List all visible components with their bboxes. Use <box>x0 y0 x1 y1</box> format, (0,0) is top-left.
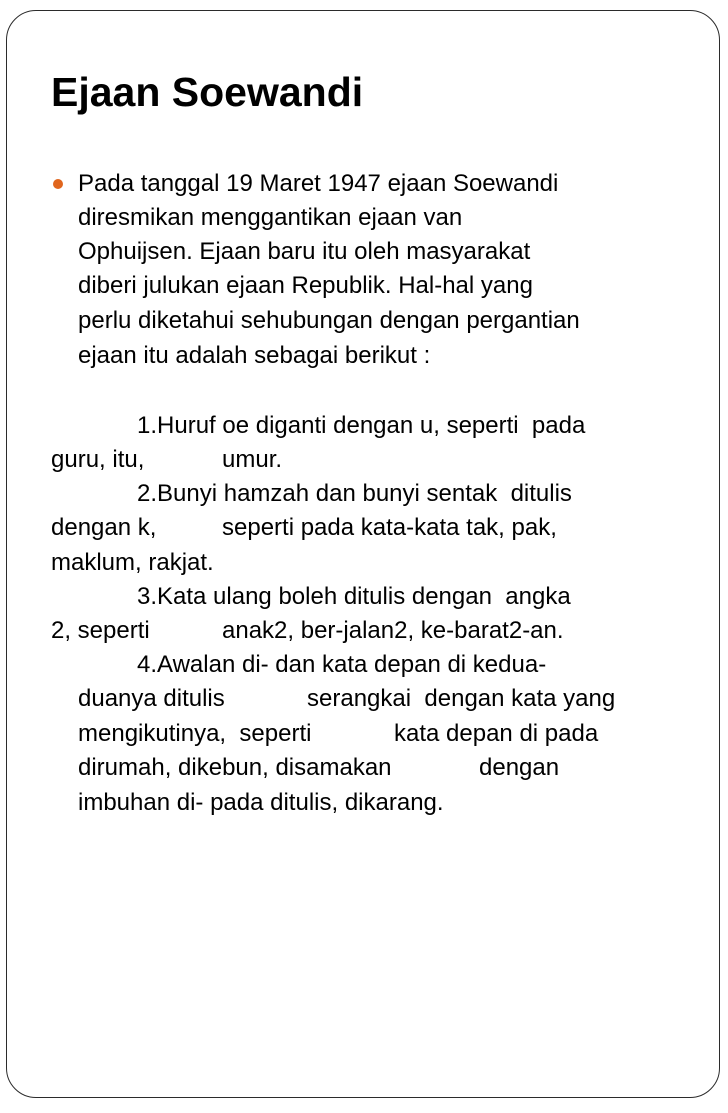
list-item-4-line: imbuhan di- pada ditulis, dikarang. <box>78 789 444 816</box>
list-item-4-line: dirumah, dikebun, disamakan <box>78 754 392 781</box>
paragraph-line: ejaan itu adalah sebagai berikut : <box>78 342 431 369</box>
list-item-1-line: umur. <box>222 446 283 473</box>
slide-title: Ejaan Soewandi <box>51 69 364 115</box>
list-item-1-line: 1.Huruf oe diganti dengan u, seperti pada <box>137 412 586 439</box>
list-item-4-line: kata depan di pada <box>394 720 599 747</box>
bullet-icon <box>53 179 63 189</box>
list-item-4-line: 4.Awalan di- dan kata depan di kedua- <box>137 651 547 678</box>
list-item-2-line: 2.Bunyi hamzah dan bunyi sentak ditulis <box>137 480 572 507</box>
list-item-3-line: 3.Kata ulang boleh ditulis dengan angka <box>137 583 571 610</box>
paragraph-line: diberi julukan ejaan Republik. Hal-hal yang <box>78 272 533 299</box>
list-item-4-line: duanya ditulis <box>78 685 225 712</box>
list-item-4-line: serangkai dengan kata yang <box>307 685 616 712</box>
list-item-2-line: seperti pada kata-kata tak, pak, <box>222 514 557 541</box>
list-item-4-line: dengan <box>479 754 560 781</box>
list-item-2-line: dengan k, <box>51 514 157 541</box>
list-item-4-line: mengikutinya, seperti <box>78 720 312 747</box>
list-item-3-line: 2, seperti <box>51 617 150 644</box>
paragraph-line: Ophuijsen. Ejaan baru itu oleh masyarakat <box>78 238 531 265</box>
paragraph-line: Pada tanggal 19 Maret 1947 ejaan Soewandi <box>78 170 559 197</box>
list-item-2-line: maklum, rakjat. <box>51 549 214 576</box>
list-item-3-line: anak2, ber-jalan2, ke-barat2-an. <box>222 617 564 644</box>
paragraph-line: diresmikan menggantikan ejaan van <box>78 204 463 231</box>
paragraph-line: perlu diketahui sehubungan dengan pergantian <box>78 307 580 334</box>
list-item-1-line: guru, itu, <box>51 446 145 473</box>
